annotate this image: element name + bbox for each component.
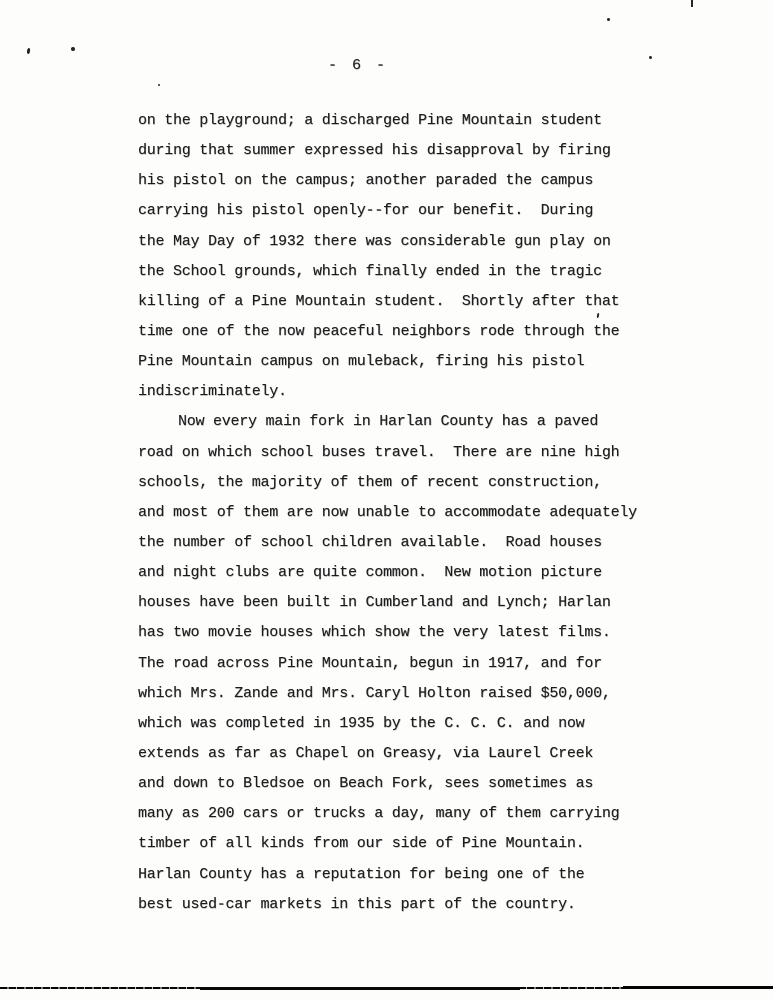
paragraph-2-line-1: Now every main fork in Harlan County has a paved xyxy=(178,413,599,431)
paragraph-2-line-3: schools, the majority of them of recent construction, xyxy=(138,473,602,491)
paragraph-2-line-12: extends as far as Chapel on Greasy, via Laurel Creek xyxy=(138,744,594,762)
paragraph-2-line-8: has two movie houses which show the very latest films. xyxy=(138,624,611,642)
paragraph-2-line-5: the number of school children available. Road houses xyxy=(138,533,602,551)
scan-speck xyxy=(607,18,610,21)
scan-speck xyxy=(71,47,75,51)
page-number: - 6 - xyxy=(328,57,389,74)
paragraph-1-line-1: on the playground; a discharged Pine Mountain student xyxy=(138,112,602,129)
paragraph-1-line-10: indiscriminately. xyxy=(138,383,287,401)
paragraph-2-line-15: timber of all kinds from our side of Pine Mountain. xyxy=(138,835,585,853)
paragraph-2-line-10: which Mrs. Zande and Mrs. Caryl Holton raised $50,000, xyxy=(138,684,611,702)
paragraph-2-line-16: Harlan County has a reputation for being one of the xyxy=(138,865,585,883)
paragraph-2-line-11: which was completed in 1935 by the C. C. C. and now xyxy=(138,714,585,732)
paragraph-2-line-7: houses have been built in Cumberland and Lynch; Harlan xyxy=(138,594,611,612)
document-body-text xyxy=(138,106,698,920)
paragraph-2-line-14: many as 200 cars or trucks a day, many of them carrying xyxy=(138,805,620,823)
scan-edge-line xyxy=(0,987,773,989)
scan-edge-segment xyxy=(623,986,773,989)
paragraph-1-line-3: his pistol on the campus; another paraded the campus xyxy=(138,172,594,190)
paragraph-2-line-6: and night clubs are quite common. New motion picture xyxy=(138,564,602,582)
paragraph-1-line-5: the May Day of 1932 there was considerable gun play on xyxy=(138,232,611,250)
paragraph-1-line-6: the School grounds, which finally ended in the tragic xyxy=(138,262,602,280)
paragraph-2-line-13: and down to Bledsoe on Beach Fork, sees sometimes as xyxy=(138,775,594,793)
scan-speck xyxy=(691,0,693,7)
paragraph-1-line-2: during that summer expressed his disapproval by firing xyxy=(138,142,611,160)
paragraph-2-line-17: best used-car markets in this part of the country. xyxy=(138,895,576,913)
scan-speck xyxy=(649,56,652,59)
paragraph-1-line-4: carrying his pistol openly--for our benefit. During xyxy=(138,202,594,220)
paragraph-2-line-4: and most of them are now unable to accommodate adequately xyxy=(138,503,637,521)
paragraph-1-line-9: Pine Mountain campus on muleback, firing his pistol xyxy=(138,353,585,371)
scan-edge-segment xyxy=(200,987,520,990)
paragraph-2-line-9: The road across Pine Mountain, begun in 1917, and for xyxy=(138,654,602,672)
paragraph-1-line-8: time one of the now peaceful neighbors rode through the xyxy=(138,322,620,340)
scan-speck xyxy=(26,48,30,54)
paragraph-1-line-7: killing of a Pine Mountain student. Shortly after that xyxy=(138,292,620,310)
paragraph-2-line-2: road on which school buses travel. There are nine high xyxy=(138,443,620,461)
scan-speck xyxy=(158,84,160,86)
